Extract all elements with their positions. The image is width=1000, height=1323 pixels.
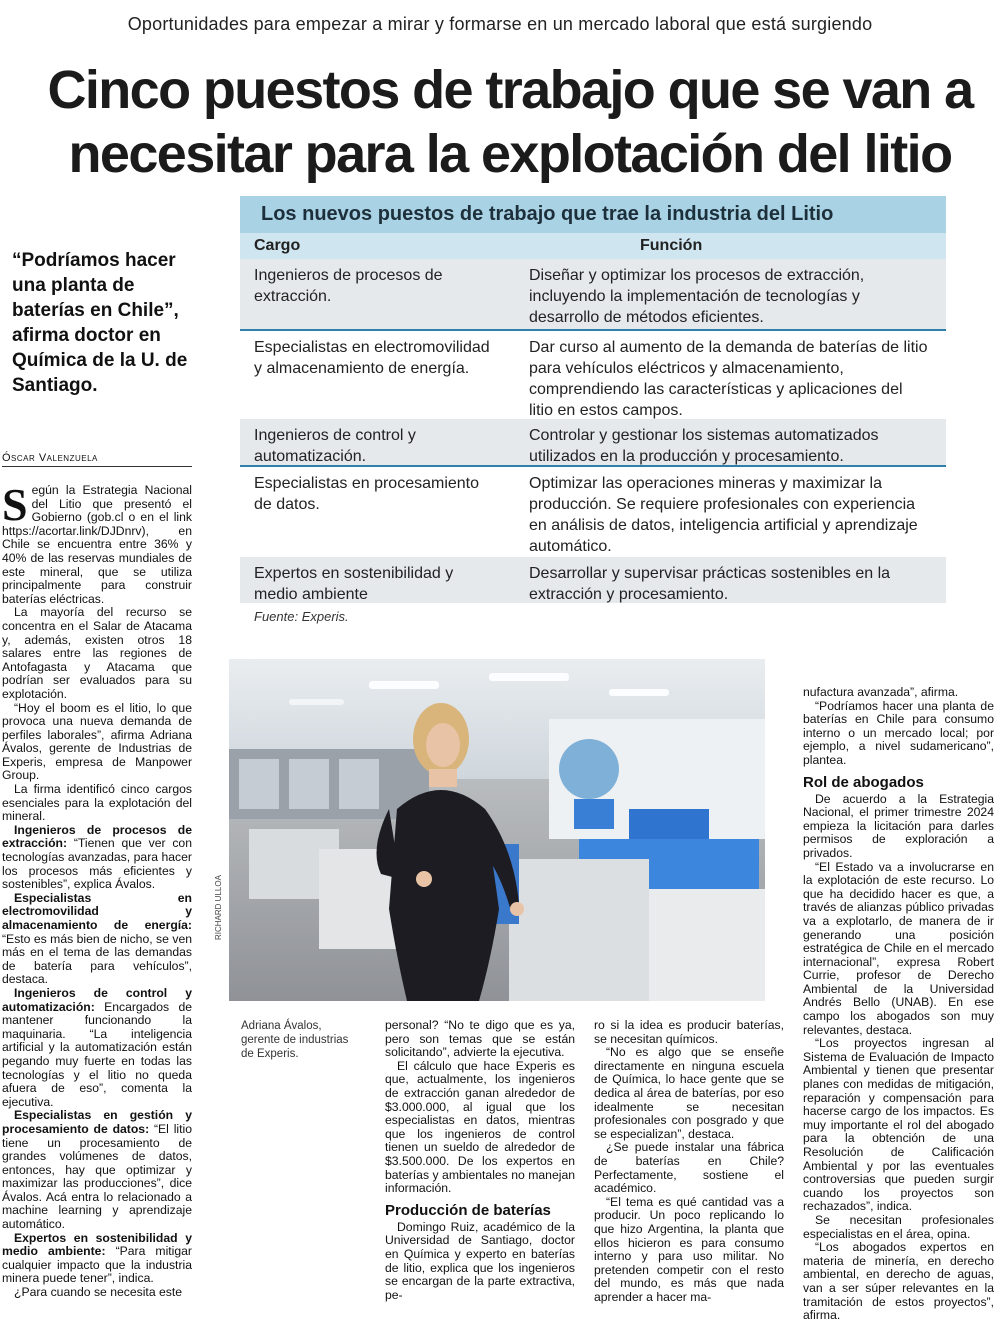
pull-quote: “Podríamos hacer una planta de baterías en Chile”, afirma doctor en Química de la U. de Santiago.	[12, 250, 188, 396]
bold-lead: Ingenieros de procesos de extracción:	[2, 822, 192, 851]
photo-illustration	[229, 659, 765, 1001]
paragraph: ¿Para cuando se necesita este	[14, 1285, 183, 1300]
paragraph: Se necesitan profesionales especialistas en el área, opina.	[803, 1212, 994, 1241]
paragraph	[2, 1109, 192, 1231]
table-source: Fuente: Experis.	[254, 609, 349, 624]
cell-funcion: Desarrollar y supervisar prácticas sostenibles en la extracción y procesamiento.	[529, 565, 891, 603]
table-row	[240, 419, 946, 467]
header-cargo: Cargo	[254, 237, 301, 254]
paragraph: “Los proyectos ingresan al Sistema de Evaluación de Impacto Ambiental y tienen que presentar planes con medidas de mitigación, reparación y compensación para hacerse cargo de los impactos. Es muy importante el rol del abogado para la obtención de una Resolución de Calificación Ambiental y por las eventuales controversias que pueden surgir cuando los proyectos son rechazados”, indica.	[803, 1036, 994, 1214]
paragraph: “Los abogados expertos en materia de minería, en derecho ambiental, en derecho de aguas, van a ser súper relevantes en la tramitación de estos proyectos”, afirma.	[803, 1240, 994, 1323]
paragraph: nufactura avanzada”, afirma.	[803, 685, 959, 699]
table-row	[240, 557, 946, 603]
subheading: Producción de baterías	[385, 1201, 551, 1219]
paragraph: El cálculo que hace Experis es que, actualmente, los ingenieros de extracción ganan alrededor de $3.000.000, al igual que los especialistas en datos, mientras que los ingenieros de control tienen un sueldo de alrededor de $3.500.000. De los expertos en baterías y ambientales no manejan información.	[385, 1058, 575, 1196]
paragraph	[2, 1232, 192, 1286]
cell-cargo: Ingenieros de procesos de extracción.	[254, 267, 443, 305]
paragraph: “Podríamos hacer una planta de baterías en Chile para consumo interno o un mercado local; por ejemplo, a nivel sudamericano”, plantea.	[803, 698, 994, 767]
paragraph: La firma identificó cinco cargos esenciales para la explotación del mineral.	[2, 782, 192, 824]
paragraph	[2, 892, 192, 987]
drop-cap: S	[2, 479, 28, 530]
jobs-table	[240, 196, 946, 624]
photo-credit: RICHARD ULLOA	[214, 875, 223, 940]
table-header	[240, 233, 946, 259]
paragraph: egún la Estrategia Nacional del Litio que presentó el Gobierno (gob.cl o en el link https://acortar.link/DJDnrv), en Chile se encuentra entre 36% y 40% de las reservas mundiales de este mineral, que se utiliza principalmente para construir baterías eléctricas.	[2, 483, 192, 606]
bold-lead: Ingenieros de control y automatización:	[2, 985, 192, 1014]
cell-cargo: Expertos en sostenibilidad y medio ambiente	[254, 565, 454, 603]
paragraph: ¿Se puede instalar una fábrica de baterías en Chile? Perfectamente, sostiene el académico.	[594, 1140, 784, 1196]
byline: Óscar Valenzuela	[2, 452, 192, 467]
paragraph	[2, 987, 192, 1109]
article-column-1	[2, 479, 192, 1300]
photo-caption: Adriana Ávalos, gerente de industrias de Experis.	[241, 1020, 349, 1060]
cell-funcion: Controlar y gestionar los sistemas automatizados utilizados en la producción y procesamiento.	[529, 427, 879, 465]
paragraph: ro si la idea es producir baterías, se necesitan químicos.	[594, 1018, 784, 1046]
cell-funcion: Dar curso al aumento de la demanda de baterías de litio para vehículos eléctricos y almacenamiento, comprendiendo las características y aplicaciones del litio en estos campos.	[529, 339, 928, 419]
paragraph-text: “Tienen que ver con tecnologías avanzadas, para hacer los procesos más eficientes y sostenibles”, explica Ávalos.	[2, 836, 192, 892]
bold-lead: Especialistas en electromovilidad y almacenamiento de energía:	[2, 890, 192, 932]
paragraph: La mayoría del recurso se concentra en el Salar de Atacama y, además, existen otros 18 salares entre las regiones de Antofagasta y Atacama que podrían ser evaluados para su explotación.	[2, 605, 192, 701]
cell-cargo: Especialistas en procesamiento de datos.	[254, 475, 480, 513]
table-row	[240, 331, 946, 419]
bold-lead: Especialistas en gestión y procesamiento de datos:	[2, 1108, 192, 1136]
paragraph: personal? “No te digo que es ya, pero son temas que se están solicitando”, advierte la ejecutiva.	[385, 1018, 575, 1060]
paragraph-text: “Para mitigar cualquier impacto que la industria minera puede tener”, indica.	[2, 1244, 192, 1286]
bold-lead: Expertos en sostenibilidad y medio ambiente:	[2, 1230, 192, 1259]
article-column-3	[594, 1019, 784, 1304]
cell-cargo: Ingenieros de control y automatización.	[254, 427, 416, 465]
paragraph-text: “Esto es más bien de nicho, se ven más en el tema de las demandas de batería para vehículos”, destaca.	[2, 931, 192, 987]
cell-cargo: Especialistas en electromovilidad y almacenamiento de energía.	[254, 339, 490, 377]
office-photo	[229, 659, 765, 1001]
paragraph: “El Estado va a involucrarse en la explotación de este recurso. Lo que ha decidido hacer es que, a través de alianzas público privadas va a explotarlo, de manera de ir generando una posición estratégica de Chile en el mercado internacional”, expresa Robert Currie, profesor de Derecho Ambiental de la Universidad Andrés Bello (UNAB). En ese campo los abogados son muy relevantes, destaca.	[803, 859, 994, 1037]
paragraph: “Hoy el boom es el litio, lo que provoca una nueva demanda de perfiles laborales”, afirma Adriana Ávalos, gerente de Industrias de Experis, empresa de Manpower Group.	[2, 700, 192, 783]
paragraph: Domingo Ruiz, académico de la Universidad de Santiago, doctor en Química y experto en baterías de litio, explica que los ingenieros se encargan de la parte extractiva, pe-	[385, 1219, 575, 1302]
paragraph	[2, 824, 192, 892]
paragraph: “El tema es qué cantidad vas a producir. Un poco replicando lo que hizo Argentina, la planta que ellos hicieron es para consumo interno y para uso militar. No pretenden competir con el resto del mundo, es más que nada aprender a hacer ma-	[594, 1194, 784, 1304]
paragraph-text: “El litio tiene un procesamiento de grandes volúmenes de datos, entonces, hay que optimizar y maximizar las producciones”, dice Ávalos. Acá entra lo relacionado a machine learning y aprendizaje automático.	[2, 1121, 192, 1232]
paragraph: “No es algo que se enseñe directamente en ninguna escuela de Química, lo hace gente que se dedica al área de baterías, por eso idealmente se necesitan profesionales con posgrado y que se especializan”, destaca.	[594, 1045, 784, 1141]
header-funcion: Función	[640, 237, 703, 254]
paragraph-text: Encargados de mantener funcionando la maquinaria. “La inteligencia artificial y la automatización están pegando muy fuerte en todas las tecnologías y el litio no queda afuera de eso”, comenta la ejecutiva.	[2, 999, 192, 1109]
kicker: Oportunidades para empezar a mirar y formarse en un mercado laboral que está surgiendo	[127, 14, 873, 34]
subheading: Rol de abogados	[803, 773, 924, 791]
cell-funcion: Diseñar y optimizar los procesos de extracción, incluyendo la implementación de tecnologías y desarrollo de métodos eficientes.	[529, 267, 865, 326]
table-row	[240, 467, 946, 557]
table-row	[240, 259, 946, 331]
paragraph: De acuerdo a la Estrategia Nacional, el primer trimestre 2024 empieza la licitación para darles permisos de exploración a privados.	[803, 791, 994, 860]
article-column-4	[803, 686, 994, 1323]
cell-funcion: Optimizar las operaciones mineras y maximizar la producción. Se requiere profesionales con experiencia en análisis de datos, inteligencia artificial y aprendizaje automático.	[529, 475, 918, 555]
article-column-2	[385, 1019, 575, 1302]
table-title: Los nuevos puestos de trabajo que trae la industria del Litio	[240, 196, 946, 233]
headline: Cinco puestos de trabajo que se van a necesitar para la explotación del litio	[47, 60, 973, 184]
